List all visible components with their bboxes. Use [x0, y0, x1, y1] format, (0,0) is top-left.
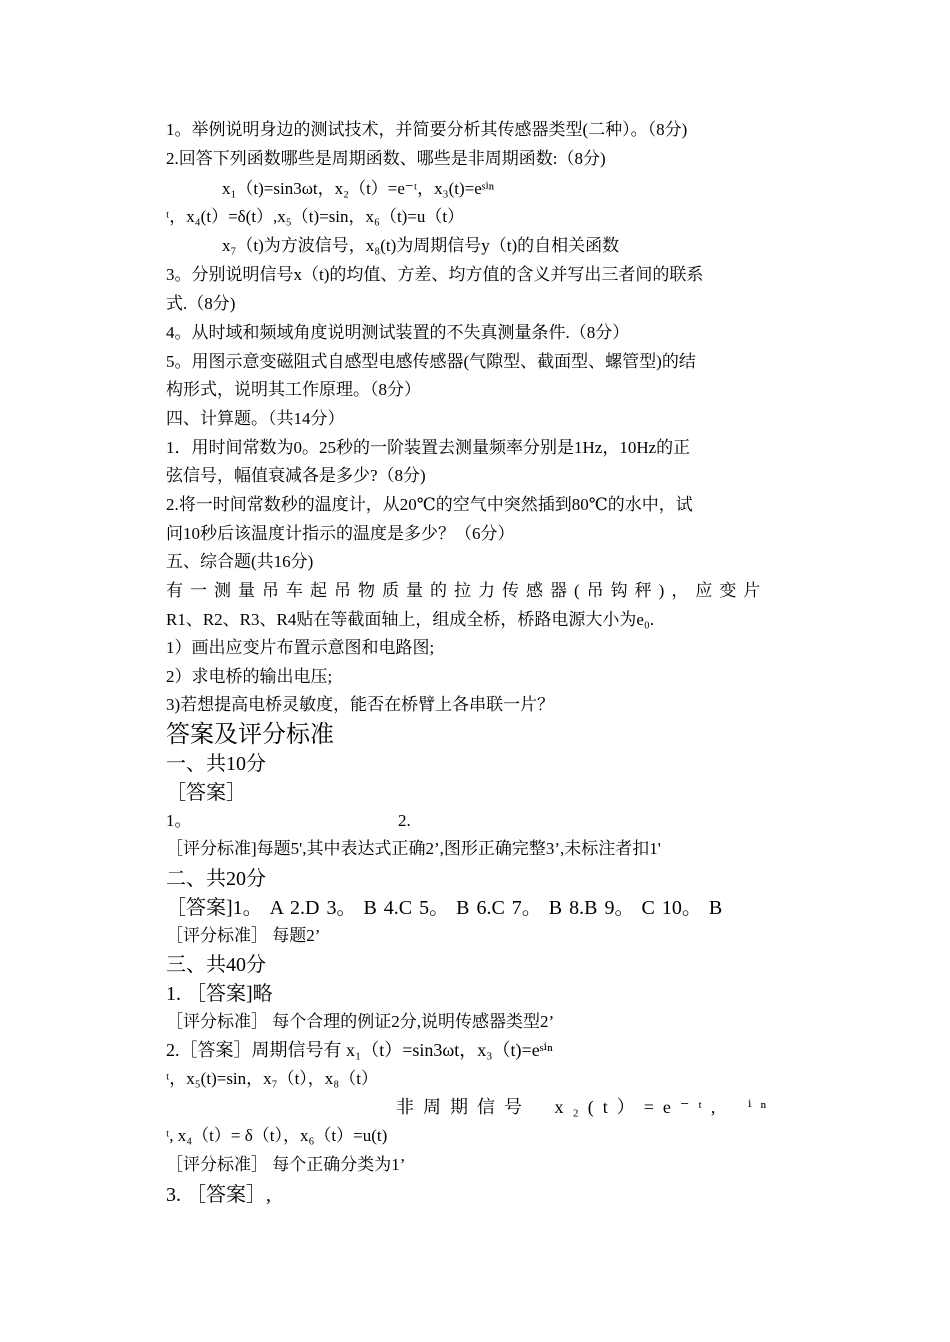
- part-3-answer-2-standard: ［评分标准］ 每个正确分类为1’: [166, 1155, 406, 1174]
- comprehensive-line-1: 有一测量吊车起吊物质量的拉力传感器(吊钩秤)，应变片: [166, 581, 768, 600]
- answers-title: 答案及评分标准: [166, 722, 334, 748]
- question-1: 1。举例说明身边的测试技术，并简要分析其传感器类型(二种）。（8分): [166, 120, 688, 139]
- part-3-answer-2-line-3: 非周期信号 x₂(t）=e⁻ᵗ, ⁱⁿ: [396, 1097, 776, 1117]
- part-1-number-2: 2.: [398, 811, 411, 830]
- question-3-line-2: 式.（8分): [166, 294, 236, 313]
- comprehensive-line-2: R1、R2、R3、R4贴在等截面轴上，组成全桥，桥路电源大小为e₀.: [166, 610, 655, 629]
- part-3-answer-1-standard: ［评分标准］ 每个合理的例证2分,说明传感器类型2’: [166, 1012, 555, 1031]
- question-4: 4。从时域和频域角度说明测试装置的不失真测量条件.（8分）: [166, 323, 630, 342]
- calc-1-line-2: 弦信号，幅值衰减各是多少?（8分): [166, 466, 426, 485]
- question-5-line-1: 5。用图示意变磁阻式自感型电感传感器(气隙型、截面型、螺管型)的结: [166, 352, 696, 371]
- part-1-answer-label: ［答案］: [166, 782, 246, 804]
- part-3-title: 三、共40分: [166, 954, 266, 976]
- comprehensive-item-3: 3)若想提高电桥灵敏度，能否在桥臂上各串联一片？: [166, 695, 555, 714]
- question-2: 2.回答下列函数哪些是周期函数、哪些是非周期函数:（8分): [166, 149, 606, 168]
- formula-line-2: ᵗ，x₄(t）=δ(t）,x₅（t)=sin，x₆（t)=u（t）: [166, 207, 465, 226]
- calc-2-line-1: 2.将一时间常数秒的温度计，从20℃的空气中突然插到80℃的水中，试: [166, 495, 693, 514]
- calc-1-line-1: 1．用时间常数为0。25秒的一阶装置去测量频率分别是1Hz，10Hz的正: [166, 438, 691, 457]
- part-3-answer-2-line-2: ᵗ，x₅(t)=sin，x₇（t），x₈（t）: [166, 1069, 378, 1088]
- calc-2-line-2: 问10秒后该温度计指示的温度是多少？（6分）: [166, 524, 515, 543]
- section-5-title: 五、综合题(共16分): [166, 552, 314, 571]
- part-1-title: 一、共10分: [166, 753, 266, 775]
- part-2-answers: ［答案]1。 A 2.D 3。 B 4.C 5。 B 6.C 7。 B 8.B 9。 C 10。 B: [166, 897, 723, 919]
- part-1-number-1: 1。: [166, 811, 192, 830]
- part-3-answer-2-line-4: ᵗ, x₄（t）= δ（t），x₆（t）=u(t): [166, 1126, 388, 1145]
- part-3-answer-3: 3. ［答案］,: [166, 1184, 271, 1206]
- part-2-standard: ［评分标准］ 每题2’: [166, 926, 321, 945]
- part-2-title: 二、共20分: [166, 868, 266, 890]
- formula-line-3: x₇（t)为方波信号，x₈(t)为周期信号y（t)的自相关函数: [222, 236, 620, 255]
- question-5-line-2: 构形式，说明其工作原理。（8分）: [166, 380, 421, 399]
- part-1-standard: ［评分标准]每题5',其中表达式正确2’,图形正确完整3’,未标注者扣1': [166, 839, 661, 858]
- section-4-title: 四、计算题。（共14分）: [166, 409, 345, 428]
- formula-line-1: x₁（t)=sin3ωt，x₂（t）=e⁻ᵗ，x₃(t)=eˢⁱⁿ: [222, 179, 495, 198]
- part-3-answer-1: 1. ［答案]略: [166, 983, 273, 1005]
- comprehensive-item-2: 2）求电桥的输出电压;: [166, 667, 333, 686]
- comprehensive-item-1: 1）画出应变片布置示意图和电路图;: [166, 638, 435, 657]
- question-3-line-1: 3。分别说明信号x（t)的均值、方差、均方值的含义并写出三者间的联系: [166, 265, 704, 284]
- part-3-answer-2-line-1: 2.［答案］周期信号有 x₁（t）=sin3ωt，x₃（t)=eˢⁱⁿ: [166, 1040, 553, 1060]
